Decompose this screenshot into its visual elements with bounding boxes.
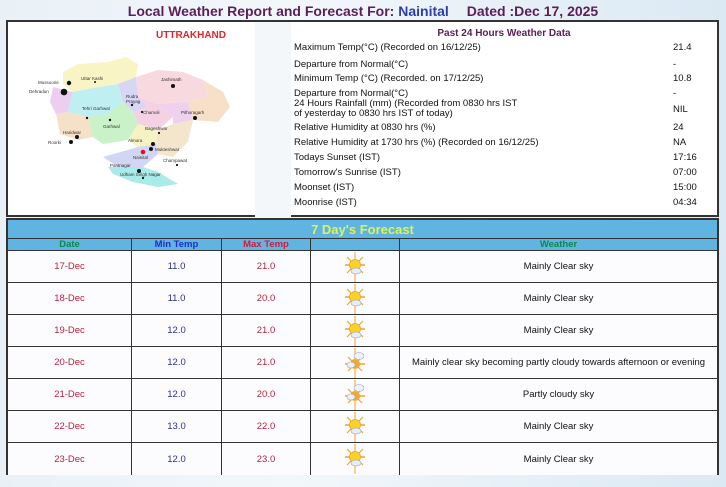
svg-text:Tehri Garhwal: Tehri Garhwal [82, 106, 110, 111]
forecast-weather: Partly cloudy sky [400, 379, 717, 411]
past-row: Tomorrow's Sunrise (IST) 07:00 [294, 167, 697, 178]
forecast-weather: Mainly Clear sky [400, 251, 717, 283]
forecast-max-temp: 22.0 [222, 411, 311, 443]
forecast-grid [8, 239, 717, 475]
past-24-heading: Past 24 Hours Weather Data [437, 28, 571, 39]
svg-text:Prayag: Prayag [126, 99, 141, 104]
forecast-date: 19-Dec [8, 315, 132, 347]
svg-text:Pantnagar: Pantnagar [110, 163, 131, 168]
sun-clear-icon [311, 411, 400, 443]
station-name: Nainital [398, 3, 449, 19]
forecast-max-temp: 21.0 [222, 347, 311, 379]
forecast-weather: Mainly Clear sky [400, 443, 717, 475]
past-row: 24 Hours Rainfall (mm) (Recorded from 0830 hrs IST of yesterday to 0830 hrs IST of today) NIL [294, 98, 688, 119]
report-date: Dated :Dec 17, 2025 [466, 3, 599, 19]
forecast-min-temp: 12.0 [132, 347, 222, 379]
forecast-max-temp: 20.0 [222, 379, 311, 411]
past-row: Relative Humidity at 0830 hrs (%) 24 [294, 122, 684, 133]
forecast-max-temp: 23.0 [222, 443, 311, 475]
svg-text:Jashimath: Jashimath [161, 77, 182, 82]
map-title: UTTRAKHAND [156, 30, 226, 41]
header-weather: Weather [400, 239, 717, 251]
header-date: Date [8, 239, 132, 251]
forecast-min-temp: 13.0 [132, 411, 222, 443]
past-row: Moonrise (IST) 04:34 [294, 197, 697, 208]
past-row: Minimum Temp (°C) (Recorded. on 17/12/25) 10.8 [294, 73, 692, 84]
svg-text:Rudra: Rudra [126, 94, 139, 99]
forecast-max-temp: 21.0 [222, 251, 311, 283]
svg-text:Dehradun: Dehradun [29, 89, 49, 94]
map-image [8, 22, 291, 219]
forecast-min-temp: 12.0 [132, 443, 222, 475]
past-row: Maximum Temp(°C) (Recorded on 16/12/25) 21.4 [294, 42, 692, 53]
past-24-hours-panel [291, 22, 717, 215]
svg-text:Mussoorie: Mussoorie [38, 80, 59, 85]
svg-text:Champawat: Champawat [163, 158, 188, 163]
past-row: Moonset (IST) 15:00 [294, 182, 697, 193]
forecast-date: 22-Dec [8, 411, 132, 443]
forecast-max-temp: 20.0 [222, 283, 311, 315]
forecast-min-temp: 11.0 [132, 251, 222, 283]
forecast-min-temp: 12.0 [132, 315, 222, 347]
svg-text:Garhwal: Garhwal [103, 124, 120, 129]
forecast-weather: Mainly Clear sky [400, 315, 717, 347]
partly-cloudy-icon [311, 379, 400, 411]
partly-cloudy-icon [311, 347, 400, 379]
forecast-min-temp: 11.0 [132, 283, 222, 315]
forecast-date: 18-Dec [8, 283, 132, 315]
svg-text:Pithoragarh: Pithoragarh [181, 110, 205, 115]
svg-text:Bageshwar: Bageshwar [145, 126, 168, 131]
page-title [0, 3, 726, 19]
forecast-date: 23-Dec [8, 443, 132, 475]
svg-text:Haridwar: Haridwar [63, 130, 82, 135]
forecast-date: 17-Dec [8, 251, 132, 283]
top-panel [6, 20, 719, 217]
forecast-date: 21-Dec [8, 379, 132, 411]
sun-clear-icon [311, 315, 400, 347]
svg-text:Udham Singh Nagar: Udham Singh Nagar [120, 172, 161, 177]
forecast-min-temp: 12.0 [132, 379, 222, 411]
svg-text:Roorki: Roorki [48, 140, 62, 145]
title-prefix: Local Weather Report and Forecast For: [127, 3, 395, 19]
forecast-weather: Mainly clear sky becoming partly cloudy towards afternoon or evening [400, 347, 717, 379]
svg-text:Nainital: Nainital [133, 155, 149, 160]
header-min-temp: Min Temp [132, 239, 222, 251]
header-icon [311, 239, 400, 251]
forecast-title: 7 Day's Forecast [8, 220, 717, 239]
past-row: Relative Humidity at 1730 hrs (%) (Recorded on 16/12/25) NA [294, 137, 687, 148]
past-row: Todays Sunset (IST) 17:16 [294, 152, 697, 163]
svg-text:Chamoli: Chamoli [143, 110, 160, 115]
forecast-weather: Mainly Clear sky [400, 411, 717, 443]
forecast-date: 20-Dec [8, 347, 132, 379]
svg-text:Mukteshwar: Mukteshwar [155, 147, 180, 152]
past-row: Departure from Normal(°C) - [294, 59, 677, 70]
svg-text:Uttar Kashi: Uttar Kashi [81, 76, 104, 81]
header-max-temp: Max Temp [222, 239, 311, 251]
svg-text:Almora: Almora [128, 138, 143, 143]
sun-clear-icon [311, 251, 400, 283]
sun-clear-icon [311, 283, 400, 315]
past-row: Departure from Normal(°C) - [294, 88, 677, 99]
uttarakhand-map [8, 22, 291, 215]
sun-clear-icon [311, 443, 400, 475]
seven-day-forecast-table [6, 218, 719, 475]
forecast-weather: Mainly Clear sky [400, 283, 717, 315]
forecast-max-temp: 21.0 [222, 315, 311, 347]
